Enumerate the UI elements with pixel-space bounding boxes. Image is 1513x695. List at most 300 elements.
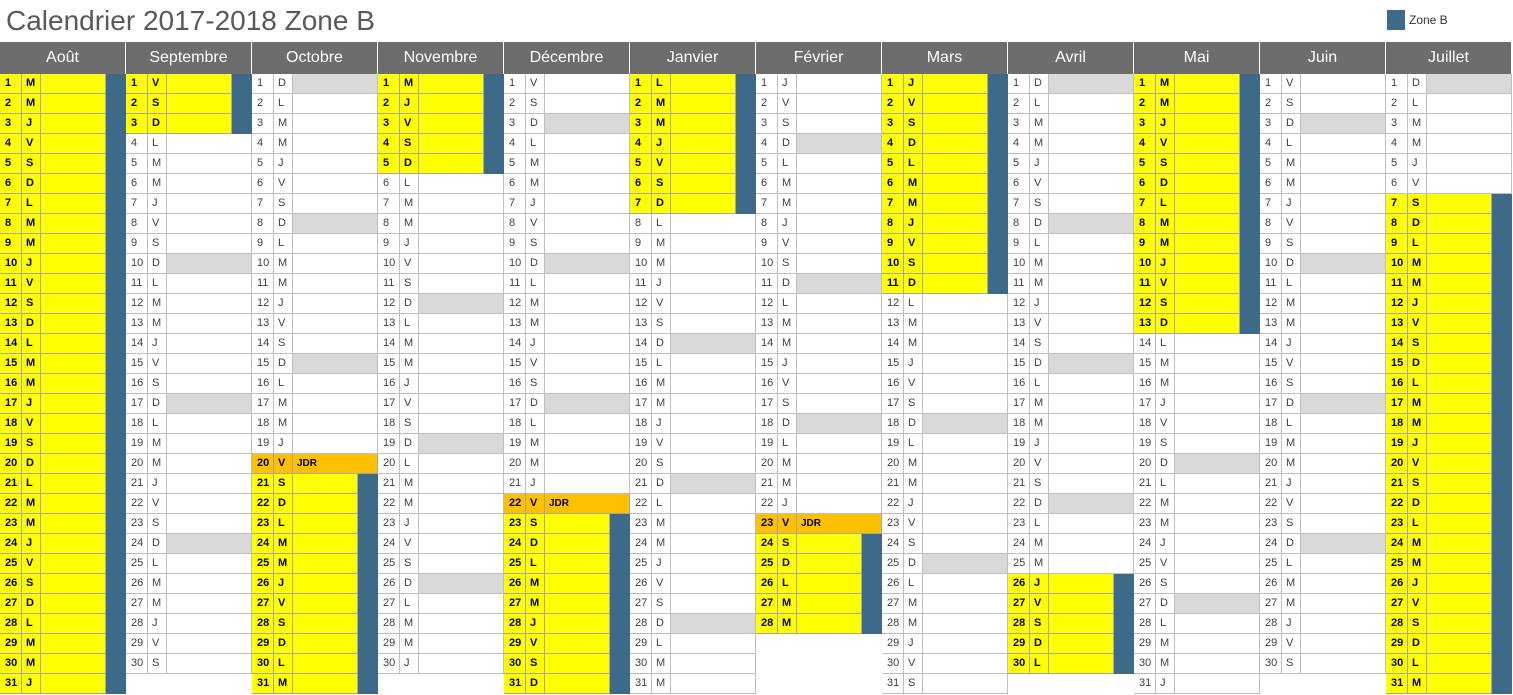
- day-cell[interactable]: [630, 354, 756, 374]
- day-cell[interactable]: [378, 654, 504, 674]
- day-cell[interactable]: [252, 374, 378, 394]
- day-cell[interactable]: [1260, 134, 1386, 154]
- day-cell[interactable]: [1134, 74, 1240, 94]
- day-cell[interactable]: [252, 134, 378, 154]
- day-cell[interactable]: [1134, 534, 1260, 554]
- day-cell[interactable]: [504, 434, 630, 454]
- day-cell[interactable]: [378, 394, 504, 414]
- day-cell[interactable]: [378, 314, 504, 334]
- day-cell[interactable]: [378, 454, 504, 474]
- day-cell[interactable]: [630, 554, 756, 574]
- day-cell[interactable]: [378, 514, 504, 534]
- day-cell[interactable]: [882, 114, 988, 134]
- day-cell[interactable]: [1134, 594, 1260, 614]
- day-cell[interactable]: [882, 514, 1008, 534]
- day-cell[interactable]: [1260, 494, 1386, 514]
- day-cell[interactable]: [1134, 354, 1260, 374]
- day-cell[interactable]: [504, 454, 630, 474]
- day-cell[interactable]: [756, 134, 882, 154]
- day-cell[interactable]: [0, 154, 106, 174]
- day-cell[interactable]: [0, 554, 106, 574]
- day-cell[interactable]: [630, 234, 756, 254]
- day-cell[interactable]: [1260, 154, 1386, 174]
- day-cell[interactable]: [630, 134, 736, 154]
- day-cell[interactable]: [504, 334, 630, 354]
- day-cell[interactable]: [252, 254, 378, 274]
- day-cell[interactable]: [126, 634, 252, 654]
- day-cell[interactable]: [252, 114, 378, 134]
- day-cell[interactable]: [1008, 174, 1134, 194]
- day-cell[interactable]: [1386, 174, 1512, 194]
- day-cell[interactable]: [504, 374, 630, 394]
- day-cell[interactable]: [252, 294, 378, 314]
- day-cell[interactable]: [1008, 154, 1134, 174]
- day-cell[interactable]: [1008, 574, 1114, 594]
- day-cell[interactable]: [0, 354, 106, 374]
- day-cell[interactable]: [756, 474, 882, 494]
- day-cell[interactable]: [252, 434, 378, 454]
- day-cell[interactable]: [378, 554, 504, 574]
- day-cell[interactable]: [378, 194, 504, 214]
- day-cell[interactable]: [1134, 574, 1260, 594]
- day-cell[interactable]: [1386, 414, 1492, 434]
- day-cell[interactable]: [0, 134, 106, 154]
- day-cell[interactable]: [1134, 234, 1240, 254]
- day-cell[interactable]: [126, 394, 252, 414]
- day-cell[interactable]: [1134, 634, 1260, 654]
- day-cell[interactable]: [1008, 634, 1114, 654]
- day-cell[interactable]: [882, 234, 988, 254]
- day-cell[interactable]: [1134, 154, 1240, 174]
- day-cell[interactable]: [378, 574, 504, 594]
- day-cell[interactable]: [1260, 74, 1386, 94]
- day-cell[interactable]: [1386, 214, 1492, 234]
- day-cell[interactable]: [252, 514, 358, 534]
- day-cell[interactable]: [630, 114, 736, 134]
- day-cell[interactable]: [0, 74, 106, 94]
- day-cell[interactable]: [630, 174, 736, 194]
- day-cell[interactable]: [1008, 234, 1134, 254]
- day-cell[interactable]: [1386, 454, 1492, 474]
- day-cell[interactable]: [0, 234, 106, 254]
- day-cell[interactable]: [1134, 254, 1240, 274]
- day-cell[interactable]: [504, 674, 610, 694]
- day-cell[interactable]: [252, 174, 378, 194]
- day-cell[interactable]: [756, 534, 862, 554]
- day-cell[interactable]: [1386, 434, 1492, 454]
- day-cell[interactable]: [504, 194, 630, 214]
- day-cell[interactable]: [126, 454, 252, 474]
- day-cell[interactable]: [882, 174, 988, 194]
- day-cell[interactable]: [1008, 274, 1134, 294]
- day-cell[interactable]: [882, 194, 988, 214]
- day-cell[interactable]: [882, 254, 988, 274]
- day-cell[interactable]: [756, 494, 882, 514]
- day-cell[interactable]: [756, 174, 882, 194]
- day-cell[interactable]: [504, 594, 610, 614]
- day-cell[interactable]: [126, 554, 252, 574]
- day-cell[interactable]: [1260, 334, 1386, 354]
- day-cell[interactable]: [1260, 394, 1386, 414]
- day-cell[interactable]: [126, 434, 252, 454]
- day-cell[interactable]: [252, 354, 378, 374]
- day-cell[interactable]: [252, 594, 358, 614]
- day-cell[interactable]: [630, 594, 756, 614]
- day-cell[interactable]: [252, 534, 358, 554]
- day-cell[interactable]: [1134, 434, 1260, 454]
- day-cell[interactable]: [0, 614, 106, 634]
- day-cell[interactable]: [882, 454, 1008, 474]
- day-cell[interactable]: [0, 654, 106, 674]
- day-cell[interactable]: [504, 74, 630, 94]
- day-cell[interactable]: [882, 334, 1008, 354]
- day-cell[interactable]: [378, 434, 504, 454]
- day-cell[interactable]: [1260, 514, 1386, 534]
- day-cell[interactable]: [1260, 574, 1386, 594]
- day-cell[interactable]: [756, 614, 862, 634]
- day-cell[interactable]: [0, 434, 106, 454]
- day-cell[interactable]: [378, 374, 504, 394]
- day-cell[interactable]: [630, 534, 756, 554]
- day-cell[interactable]: [1008, 114, 1134, 134]
- day-cell[interactable]: [504, 534, 610, 554]
- day-cell[interactable]: [882, 494, 1008, 514]
- day-cell[interactable]: [882, 534, 1008, 554]
- day-cell[interactable]: [1134, 414, 1260, 434]
- day-cell[interactable]: [1386, 634, 1492, 654]
- day-cell[interactable]: [630, 374, 756, 394]
- day-cell[interactable]: [1134, 274, 1240, 294]
- day-cell[interactable]: [378, 214, 504, 234]
- day-cell[interactable]: [756, 414, 882, 434]
- day-cell[interactable]: [630, 214, 756, 234]
- day-cell[interactable]: [378, 114, 484, 134]
- day-cell[interactable]: [756, 394, 882, 414]
- day-cell[interactable]: [1386, 534, 1492, 554]
- day-cell[interactable]: [1008, 414, 1134, 434]
- day-cell[interactable]: [1008, 294, 1134, 314]
- day-cell[interactable]: [882, 634, 1008, 654]
- day-cell[interactable]: [126, 114, 232, 134]
- day-cell[interactable]: [756, 74, 882, 94]
- day-cell[interactable]: [504, 394, 630, 414]
- day-cell[interactable]: [630, 614, 756, 634]
- day-cell[interactable]: [378, 474, 504, 494]
- day-cell[interactable]: [504, 154, 630, 174]
- day-cell[interactable]: [126, 594, 252, 614]
- day-cell[interactable]: [252, 474, 358, 494]
- day-cell[interactable]: [252, 194, 378, 214]
- day-cell[interactable]: [630, 334, 756, 354]
- day-cell[interactable]: [1386, 154, 1512, 174]
- day-cell[interactable]: [0, 294, 106, 314]
- day-cell[interactable]: [252, 574, 358, 594]
- day-cell[interactable]: [0, 394, 106, 414]
- day-cell[interactable]: [1134, 174, 1240, 194]
- day-cell[interactable]: [504, 554, 610, 574]
- day-cell[interactable]: [1260, 174, 1386, 194]
- day-cell[interactable]: [1260, 454, 1386, 474]
- day-cell[interactable]: [1386, 494, 1492, 514]
- day-cell[interactable]: [1008, 454, 1134, 474]
- day-cell[interactable]: [1134, 454, 1260, 474]
- day-cell[interactable]: [0, 94, 106, 114]
- day-cell[interactable]: [252, 634, 358, 654]
- day-cell[interactable]: [126, 74, 232, 94]
- day-cell[interactable]: [252, 214, 378, 234]
- day-cell[interactable]: [1260, 254, 1386, 274]
- day-cell[interactable]: [1260, 534, 1386, 554]
- day-cell[interactable]: [882, 354, 1008, 374]
- day-cell[interactable]: [1134, 94, 1240, 114]
- day-cell[interactable]: [252, 334, 378, 354]
- day-cell[interactable]: [504, 654, 610, 674]
- day-cell[interactable]: [756, 434, 882, 454]
- day-cell[interactable]: [882, 574, 1008, 594]
- day-cell[interactable]: [756, 94, 882, 114]
- day-cell[interactable]: [1386, 294, 1492, 314]
- day-cell[interactable]: [1008, 314, 1134, 334]
- day-cell[interactable]: [378, 494, 504, 514]
- day-cell[interactable]: [0, 474, 106, 494]
- day-cell[interactable]: [126, 134, 252, 154]
- day-cell[interactable]: [378, 634, 504, 654]
- day-cell[interactable]: [1008, 214, 1134, 234]
- day-cell[interactable]: [630, 474, 756, 494]
- day-cell[interactable]: [1134, 554, 1260, 574]
- day-cell[interactable]: [126, 254, 252, 274]
- day-cell[interactable]: [1386, 254, 1492, 274]
- day-cell[interactable]: [378, 294, 504, 314]
- day-cell[interactable]: [756, 594, 862, 614]
- day-cell[interactable]: [504, 414, 630, 434]
- day-cell[interactable]: [756, 254, 882, 274]
- day-cell[interactable]: [1008, 594, 1114, 614]
- day-cell[interactable]: [252, 554, 358, 574]
- day-cell[interactable]: [126, 474, 252, 494]
- day-cell[interactable]: [756, 334, 882, 354]
- day-cell[interactable]: [252, 614, 358, 634]
- day-cell[interactable]: [630, 574, 756, 594]
- day-cell[interactable]: [1008, 254, 1134, 274]
- day-cell[interactable]: [1386, 314, 1492, 334]
- day-cell[interactable]: [1386, 554, 1492, 574]
- day-cell[interactable]: [630, 74, 736, 94]
- day-cell[interactable]: [504, 574, 610, 594]
- day-cell[interactable]: [1008, 354, 1134, 374]
- day-cell[interactable]: [126, 654, 252, 674]
- day-cell[interactable]: [504, 614, 610, 634]
- day-cell[interactable]: [0, 674, 106, 694]
- day-cell[interactable]: [378, 354, 504, 374]
- day-cell[interactable]: [0, 214, 106, 234]
- day-cell[interactable]: [630, 434, 756, 454]
- day-cell[interactable]: [126, 174, 252, 194]
- day-cell[interactable]: [126, 274, 252, 294]
- day-cell[interactable]: [1008, 514, 1134, 534]
- day-cell[interactable]: [882, 414, 1008, 434]
- day-cell[interactable]: [0, 174, 106, 194]
- day-cell[interactable]: [252, 394, 378, 414]
- day-cell[interactable]: [1386, 354, 1492, 374]
- day-cell[interactable]: [1386, 234, 1492, 254]
- day-cell[interactable]: [1008, 194, 1134, 214]
- day-cell[interactable]: [378, 154, 484, 174]
- day-cell[interactable]: [252, 314, 378, 334]
- day-cell[interactable]: [1260, 554, 1386, 574]
- day-cell[interactable]: [1134, 394, 1260, 414]
- day-cell[interactable]: [126, 294, 252, 314]
- day-cell[interactable]: [756, 194, 882, 214]
- day-cell[interactable]: [882, 294, 1008, 314]
- day-cell[interactable]: [504, 314, 630, 334]
- day-cell[interactable]: [1260, 634, 1386, 654]
- day-cell[interactable]: [504, 114, 630, 134]
- day-cell[interactable]: [0, 534, 106, 554]
- day-cell[interactable]: [882, 594, 1008, 614]
- day-cell[interactable]: [126, 374, 252, 394]
- day-cell[interactable]: [630, 314, 756, 334]
- day-cell[interactable]: [252, 494, 358, 514]
- day-cell[interactable]: [0, 594, 106, 614]
- day-cell[interactable]: [756, 454, 882, 474]
- day-cell[interactable]: [0, 254, 106, 274]
- day-cell[interactable]: [1134, 514, 1260, 534]
- day-cell[interactable]: [0, 414, 106, 434]
- day-cell[interactable]: [1134, 134, 1240, 154]
- day-cell[interactable]: [126, 534, 252, 554]
- day-cell[interactable]: [1008, 474, 1134, 494]
- day-cell[interactable]: [756, 114, 882, 134]
- day-cell[interactable]: [252, 654, 358, 674]
- day-cell[interactable]: [378, 274, 504, 294]
- day-cell[interactable]: [126, 154, 252, 174]
- day-cell[interactable]: [0, 374, 106, 394]
- day-cell[interactable]: [504, 494, 630, 514]
- day-cell[interactable]: [756, 314, 882, 334]
- day-cell[interactable]: [126, 514, 252, 534]
- day-cell[interactable]: [882, 554, 1008, 574]
- day-cell[interactable]: [1260, 214, 1386, 234]
- day-cell[interactable]: [1260, 474, 1386, 494]
- day-cell[interactable]: [630, 294, 756, 314]
- day-cell[interactable]: [756, 574, 862, 594]
- day-cell[interactable]: [1386, 194, 1492, 214]
- day-cell[interactable]: [630, 674, 756, 694]
- day-cell[interactable]: [378, 174, 504, 194]
- day-cell[interactable]: [378, 254, 504, 274]
- day-cell[interactable]: [1134, 474, 1260, 494]
- day-cell[interactable]: [1386, 654, 1492, 674]
- day-cell[interactable]: [1260, 314, 1386, 334]
- day-cell[interactable]: [0, 494, 106, 514]
- day-cell[interactable]: [252, 414, 378, 434]
- day-cell[interactable]: [504, 354, 630, 374]
- day-cell[interactable]: [1008, 94, 1134, 114]
- day-cell[interactable]: [0, 194, 106, 214]
- day-cell[interactable]: [1134, 674, 1260, 694]
- day-cell[interactable]: [0, 514, 106, 534]
- day-cell[interactable]: [1008, 534, 1134, 554]
- day-cell[interactable]: [504, 634, 610, 654]
- day-cell[interactable]: [1386, 614, 1492, 634]
- day-cell[interactable]: [378, 414, 504, 434]
- day-cell[interactable]: [1386, 114, 1512, 134]
- day-cell[interactable]: [1386, 394, 1492, 414]
- day-cell[interactable]: [1134, 614, 1260, 634]
- day-cell[interactable]: [882, 654, 1008, 674]
- day-cell[interactable]: [882, 154, 988, 174]
- day-cell[interactable]: [882, 614, 1008, 634]
- day-cell[interactable]: [630, 254, 756, 274]
- day-cell[interactable]: [126, 334, 252, 354]
- day-cell[interactable]: [1386, 514, 1492, 534]
- day-cell[interactable]: [1386, 134, 1512, 154]
- day-cell[interactable]: [1134, 334, 1260, 354]
- day-cell[interactable]: [630, 654, 756, 674]
- day-cell[interactable]: [0, 114, 106, 134]
- day-cell[interactable]: [1008, 334, 1134, 354]
- day-cell[interactable]: [126, 614, 252, 634]
- day-cell[interactable]: [756, 274, 882, 294]
- day-cell[interactable]: [1260, 94, 1386, 114]
- day-cell[interactable]: [252, 454, 378, 474]
- day-cell[interactable]: [1134, 494, 1260, 514]
- day-cell[interactable]: [1008, 394, 1134, 414]
- day-cell[interactable]: [1260, 294, 1386, 314]
- day-cell[interactable]: [630, 454, 756, 474]
- day-cell[interactable]: [252, 234, 378, 254]
- day-cell[interactable]: [1386, 94, 1512, 114]
- day-cell[interactable]: [1008, 434, 1134, 454]
- day-cell[interactable]: [0, 334, 106, 354]
- day-cell[interactable]: [630, 94, 736, 114]
- day-cell[interactable]: [0, 314, 106, 334]
- day-cell[interactable]: [1260, 654, 1386, 674]
- day-cell[interactable]: [756, 514, 882, 534]
- day-cell[interactable]: [504, 514, 610, 534]
- day-cell[interactable]: [630, 194, 736, 214]
- day-cell[interactable]: [1008, 614, 1114, 634]
- day-cell[interactable]: [1008, 74, 1134, 94]
- day-cell[interactable]: [756, 234, 882, 254]
- day-cell[interactable]: [1134, 194, 1240, 214]
- day-cell[interactable]: [756, 554, 862, 574]
- day-cell[interactable]: [252, 274, 378, 294]
- day-cell[interactable]: [1008, 554, 1134, 574]
- day-cell[interactable]: [504, 174, 630, 194]
- day-cell[interactable]: [882, 94, 988, 114]
- day-cell[interactable]: [630, 154, 736, 174]
- day-cell[interactable]: [0, 274, 106, 294]
- day-cell[interactable]: [504, 294, 630, 314]
- day-cell[interactable]: [1386, 474, 1492, 494]
- day-cell[interactable]: [0, 634, 106, 654]
- day-cell[interactable]: [882, 394, 1008, 414]
- day-cell[interactable]: [882, 474, 1008, 494]
- day-cell[interactable]: [378, 334, 504, 354]
- day-cell[interactable]: [378, 134, 484, 154]
- day-cell[interactable]: [1386, 674, 1492, 694]
- day-cell[interactable]: [504, 234, 630, 254]
- day-cell[interactable]: [882, 134, 988, 154]
- day-cell[interactable]: [378, 594, 504, 614]
- day-cell[interactable]: [252, 94, 378, 114]
- day-cell[interactable]: [1260, 614, 1386, 634]
- day-cell[interactable]: [504, 254, 630, 274]
- day-cell[interactable]: [882, 214, 988, 234]
- day-cell[interactable]: [0, 454, 106, 474]
